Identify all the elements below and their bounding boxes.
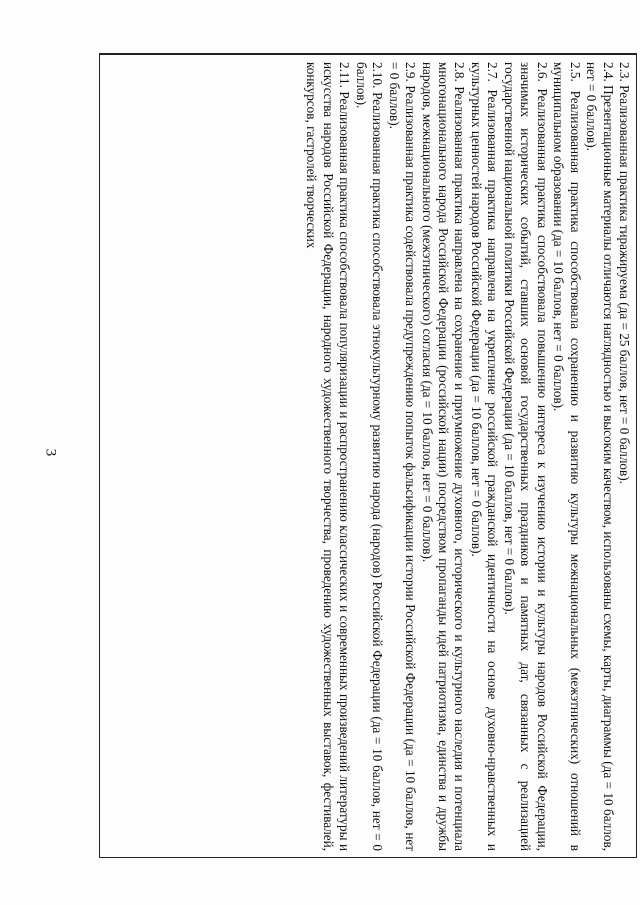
rotated-table xyxy=(99,53,637,858)
criterion-2-10: 2.10. Реализованная практика способствовала этнокультурному развитию народа (народов) Российской Федерации (да = 10 баллов, нет = 0 баллов). xyxy=(353,62,386,851)
criterion-2-11: 2.11. Реализованная практика способствовала популяризации и распространению классических и современных произведений литературы и искусства народов Российской Федерации, народного художественного творчества, проведению художественных выставок, фестивалей, конкурсов, гастролей творческих xyxy=(304,62,353,851)
criterion-2-8: 2.8. Реализованная практика направлена на сохранение и приумножение духовного, исторического и культурного наследия и потенциала многонационального народа Российской Федерации (российской нации) посредством пропаганды идей патриотизма, единства и дружбы народов, межнационального (межэтнического) согласия (да = 10 баллов, нет = 0 баллов). xyxy=(419,62,468,851)
criteria-cell xyxy=(303,54,636,859)
criterion-2-4: 2.4. Презентационные материалы отличаются наглядностью и высоким качеством, использованы схемы, карты, диаграммы (да = 10 баллов, нет = 0 баллов). xyxy=(584,62,616,851)
page-number: 3 xyxy=(42,448,59,457)
criterion-2-5: 2.5. Реализованная практика способствовала сохранению и развитию культуры межнациональных (межэтнических) отношений в муниципальном образовании (да = 10 баллов, нет = 0 баллов). xyxy=(551,62,583,851)
criterion-2-3: 2.3. Реализованная практика тиражируема (да = 25 баллов, нет = 0 баллов). xyxy=(617,62,632,484)
criteria-table xyxy=(99,53,637,858)
criterion-2-6: 2.6. Реализованная практика способствовала повышению интереса к изучению истории и культуры народов Российской Федерации, значимых исторических событий, ставших основой государственных праздников и памятных дат, связанных с реализацией государственной национальной политики Российской Федерации (да = 10 баллов, нет = 0 баллов). xyxy=(501,62,550,851)
criterion-2-7: 2.7. Реализованная практика направлена на укрепление российской гражданской идентичности на основе духовно-нравственных и культурных ценностей народов Российской Федерации (да = 10 баллов, нет = 0 баллов). xyxy=(468,62,501,851)
criteria-table-frame xyxy=(99,53,640,858)
criterion-2-9: 2.9. Реализованная практика содействовала предупреждению попыток фальсификации истории Российской Федерации (да = 10 баллов, нет = 0 баллов). xyxy=(386,62,419,851)
